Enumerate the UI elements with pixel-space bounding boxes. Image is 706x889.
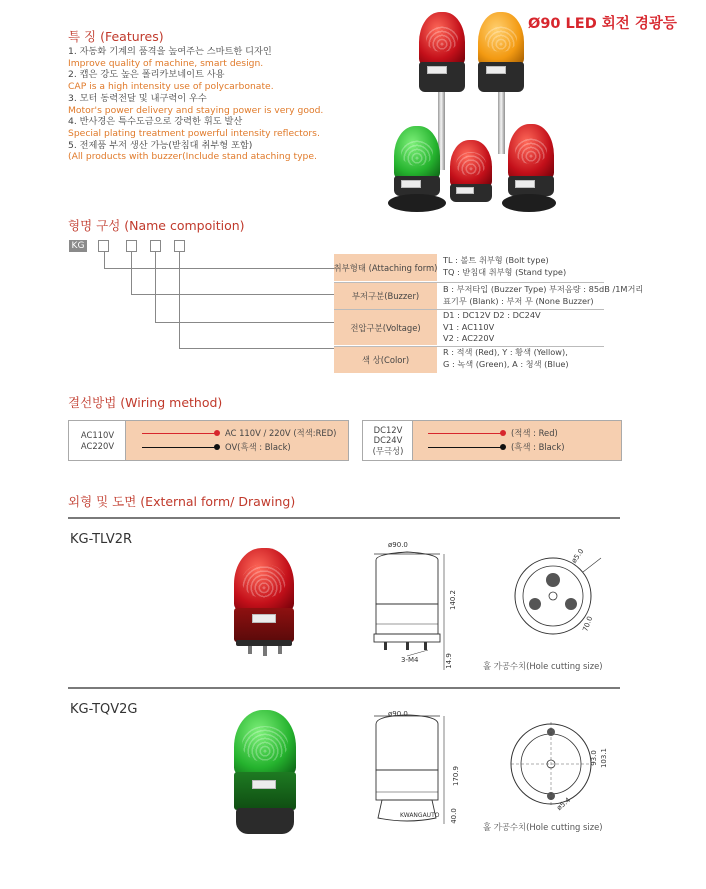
ac-voltage-box [68, 420, 127, 461]
connector-line [155, 322, 334, 323]
dim-hole: ø5.4 [555, 795, 573, 813]
terminal-dot [500, 444, 506, 450]
features-title: 특 징 (Features) [68, 29, 164, 44]
bolt [248, 646, 252, 654]
reflector [456, 152, 486, 176]
model1-photo [230, 548, 300, 658]
terminal-dot [500, 430, 506, 436]
reflector [401, 140, 433, 166]
reflector [426, 26, 458, 52]
color-label: 색 상(Color) [334, 347, 437, 373]
dim-screw: 3-M4 [401, 656, 419, 664]
connector-line [131, 294, 334, 295]
desc-line: V2 : AC220V [443, 333, 495, 343]
dim-w1: 93.0 [589, 750, 598, 766]
reflector [242, 726, 288, 762]
connector-line [179, 252, 180, 348]
feature-en: Motor's power delivery and staying power is very good. [68, 104, 324, 116]
stand-foot [388, 194, 446, 212]
product-photo-group [386, 10, 556, 222]
feature-en: Special plating treatment powerful intensity reflectors. [68, 127, 320, 139]
dc-black-wire [428, 447, 504, 448]
desc-line: D1 : DC12V D2 : DC24V [443, 310, 541, 320]
voltage-text: (무극성) [372, 445, 404, 456]
name-composition-title: 형명 구성 (Name compoition) [68, 218, 245, 233]
section-rule [68, 687, 620, 689]
code-slot-voltage [150, 240, 161, 252]
dim-w2: 103.1 [600, 747, 609, 769]
ac-black-wire [142, 447, 217, 448]
voltage-text: AC220V [80, 440, 115, 451]
brand-mark: KWANGAUTO [400, 812, 440, 819]
ac-wire2-label: OV(흑색 : Black) [225, 442, 291, 452]
dim-height: 170.9 [452, 765, 461, 787]
connector-line [104, 252, 105, 268]
code-slot-attaching [98, 240, 109, 252]
dim-hole: ø5.0 [570, 547, 586, 565]
dc-wire1-label: (적색 : Red) [511, 428, 558, 438]
label-sticker [515, 180, 535, 188]
label-sticker [401, 180, 421, 188]
desc-line: TL : 볼트 취부형 (Bolt type) [443, 255, 549, 265]
voltage-text: DC24V [373, 435, 403, 446]
model-name: KG-TLV2R [70, 532, 133, 547]
voltage-text: DC12V [373, 424, 403, 435]
desc-line: R : 적색 (Red), Y : 황색 (Yellow), [443, 347, 568, 357]
terminal-dot [214, 430, 220, 436]
attaching-form-desc [443, 255, 566, 278]
buzzer-label: 부저구분(Buzzer) [334, 283, 437, 309]
dim-pcd: 70.0 [581, 615, 595, 633]
hole-caption: 홀 가공수치(Hole cutting size) [483, 822, 603, 832]
reflector [515, 138, 547, 164]
code-slot-color [174, 240, 185, 252]
prefix-box: KG [69, 240, 87, 252]
features-list [68, 46, 323, 163]
voltage-label: 전압구분(Voltage) [334, 310, 437, 345]
ac-wire1-label: AC 110V / 220V (적색:RED) [225, 428, 337, 438]
feature-ko: 5. 전제품 부저 생산 가능(받침대 취부형 포함) [68, 139, 253, 151]
dim-diameter: ø90.0 [388, 541, 408, 549]
attaching-form-label: 취부형태 (Attaching form) [334, 254, 437, 281]
feature-en: Improve quality of machine, smart design. [68, 57, 264, 69]
desc-line: 표기무 (Blank) : 부저 무 (None Buzzer) [443, 295, 594, 306]
voltage-text: AC110V [80, 430, 115, 440]
bolt [278, 646, 282, 654]
connector-line [155, 252, 156, 322]
wiring-title: 결선방법 (Wiring method) [68, 395, 223, 410]
desc-line: G : 녹색 (Green), A : 청색 (Blue) [443, 358, 569, 369]
color-desc [443, 347, 569, 370]
dc-wire2-label: (흑색 : Black) [511, 442, 565, 452]
connector-line [104, 268, 334, 269]
label-sticker [252, 614, 276, 623]
hole-caption: 홀 가공수치(Hole cutting size) [483, 661, 603, 671]
stand-base [236, 808, 294, 834]
section-rule [68, 517, 620, 519]
terminal-dot [214, 444, 220, 450]
external-title: 외형 및 도면 (External form/ Drawing) [68, 494, 296, 509]
code-slot-buzzer [126, 240, 137, 252]
model1-hole-drawing [505, 540, 605, 650]
dc-red-wire [428, 433, 504, 434]
bolt [263, 646, 267, 656]
ac-red-wire [142, 433, 217, 434]
desc-line: V1 : AC110V [443, 321, 495, 332]
feature-en: CAP is a high intensity use of polycarbonate. [68, 81, 274, 93]
connector-line [179, 348, 334, 349]
feature-ko: 4. 반사경은 특수도금으로 강력한 휘도 발산 [68, 116, 243, 128]
label-sticker [252, 780, 276, 789]
label-sticker [456, 187, 474, 194]
voltage-desc [443, 310, 541, 345]
model-name: KG-TQV2G [70, 702, 138, 717]
dc-voltage-box [362, 420, 414, 461]
label-sticker [427, 66, 447, 74]
model2-photo [230, 710, 302, 840]
dim-diameter: ø90.0 [388, 710, 408, 718]
dim-height: 140.2 [449, 589, 458, 611]
desc-line: B : 부저타입 (Buzzer Type) 부저음량 : 85dB /1M거리 [443, 284, 644, 294]
feature-ko: 2. 캡은 강도 높은 폴리카보네이트 사용 [68, 69, 225, 81]
feature-ko: 3. 모터 동력전달 및 내구력이 우수 [68, 92, 207, 104]
pole [498, 92, 505, 154]
dim-base: 40.0 [449, 808, 458, 824]
dim-base: 14.9 [444, 653, 453, 669]
feature-ko: 1. 자동화 기계의 품격을 높여주는 스마트한 디자인 [68, 46, 272, 57]
connector-line [131, 252, 132, 294]
buzzer-desc [443, 284, 643, 307]
reflector [242, 564, 286, 598]
label-sticker [486, 66, 506, 74]
desc-line: TQ : 받침대 취부형 (Stand type) [443, 266, 567, 277]
lamp-lower-cap [234, 772, 296, 810]
page-title: Ø90 LED 회전 경광등 [528, 16, 677, 32]
stand-foot [502, 194, 556, 212]
feature-en: (All products with buzzer(Include stand ataching type. [68, 151, 317, 163]
reflector [485, 26, 517, 52]
